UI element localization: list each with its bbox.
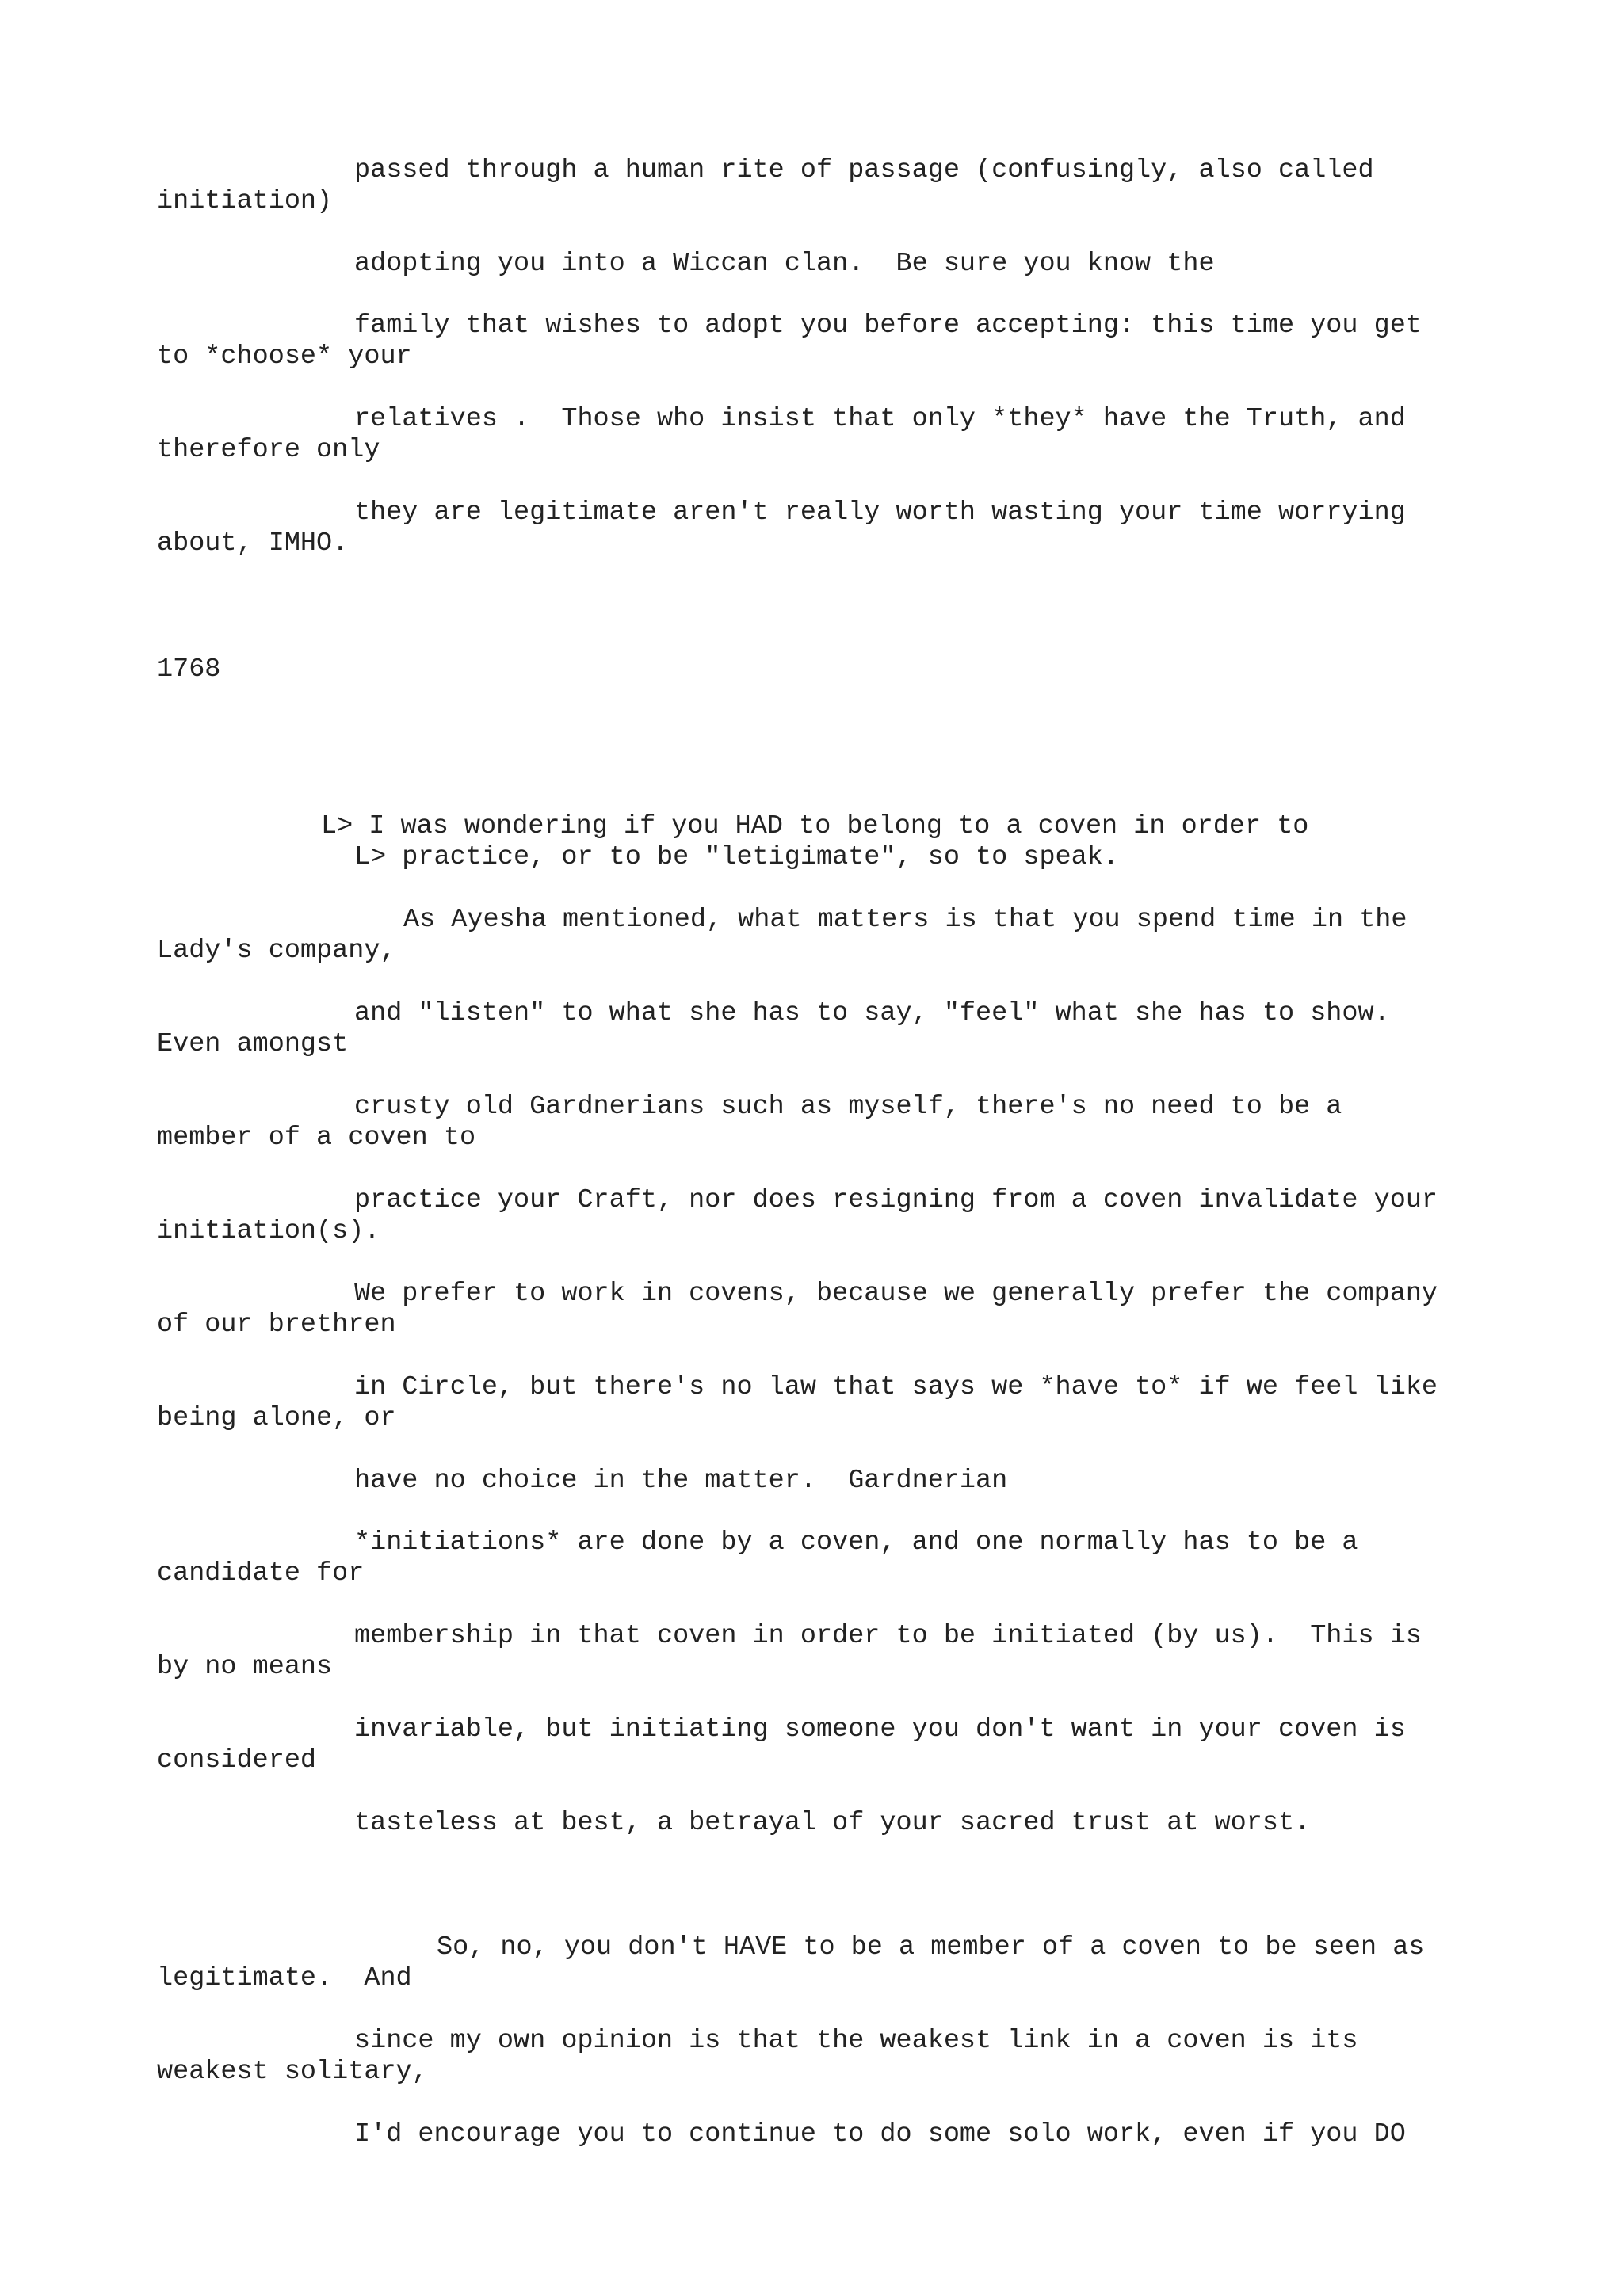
quoted-line: L> practice, or to be "letigimate", so to speak. xyxy=(354,842,1119,872)
text-line: We prefer to work in covens, because we generally prefer the company xyxy=(354,1279,1438,1309)
text-line: family that wishes to adopt you before accepting: this time you get xyxy=(354,311,1422,341)
quoted-line: L> I was wondering if you HAD to belong to a coven in order to xyxy=(321,811,1309,841)
text-line: by no means xyxy=(157,1652,333,1682)
text-line: membership in that coven in order to be initiated (by us). This is xyxy=(354,1621,1422,1651)
text-line: As Ayesha mentioned, what matters is that you spend time in the xyxy=(403,905,1407,935)
text-line: Even amongst xyxy=(157,1029,349,1059)
text-line: crusty old Gardnerians such as myself, there's no need to be a xyxy=(354,1092,1342,1122)
text-line: relatives . Those who insist that only *they* have the Truth, and xyxy=(354,404,1406,434)
text-line: considered xyxy=(157,1745,317,1775)
text-line: therefore only xyxy=(157,435,380,465)
text-line: candidate for xyxy=(157,1558,365,1589)
text-line: initiation(s). xyxy=(157,1216,380,1246)
text-line: since my own opinion is that the weakest link in a coven is its xyxy=(354,2026,1358,2056)
text-line: legitimate. And xyxy=(157,1963,412,1993)
text-line: So, no, you don't HAVE to be a member of a coven to be seen as xyxy=(437,1932,1425,1962)
text-line: have no choice in the matter. Gardnerian xyxy=(354,1466,1008,1496)
text-line: about, IMHO. xyxy=(157,528,349,559)
text-line: in Circle, but there's no law that says we *have to* if we feel like xyxy=(354,1372,1438,1402)
page-number: 1768 xyxy=(157,654,221,685)
text-line: of our brethren xyxy=(157,1310,396,1340)
text-line: they are legitimate aren't really worth wasting your time worrying xyxy=(354,498,1406,528)
text-line: initiation) xyxy=(157,186,333,216)
text-line: *initiations* are done by a coven, and one normally has to be a xyxy=(354,1527,1358,1558)
text-line: and "listen" to what she has to say, "feel" what she has to show. xyxy=(354,998,1390,1028)
text-line: tasteless at best, a betrayal of your sacred trust at worst. xyxy=(354,1808,1311,1838)
text-line: adopting you into a Wiccan clan. Be sure you know the xyxy=(354,249,1215,279)
text-line: passed through a human rite of passage (confusingly, also called xyxy=(354,155,1374,185)
text-line: being alone, or xyxy=(157,1403,396,1433)
text-line: Lady's company, xyxy=(157,936,396,966)
text-line: invariable, but initiating someone you don't want in your coven is xyxy=(354,1714,1406,1745)
text-line: I'd encourage you to continue to do some solo work, even if you DO xyxy=(354,2119,1406,2149)
text-line: to *choose* your xyxy=(157,341,412,372)
text-line: practice your Craft, nor does resigning from a coven invalidate your xyxy=(354,1185,1438,1215)
text-line: weakest solitary, xyxy=(157,2057,428,2087)
text-line: member of a coven to xyxy=(157,1123,476,1153)
